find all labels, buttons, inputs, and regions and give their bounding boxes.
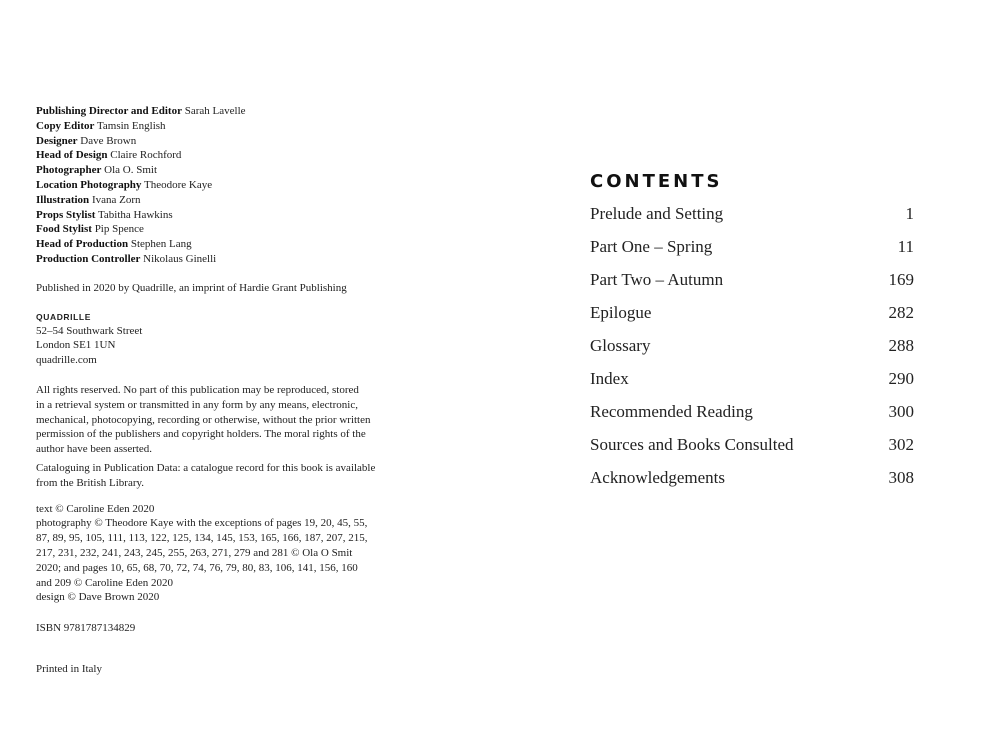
copyright-line: 2020; and pages 10, 65, 68, 70, 72, 74, 76, 79, 80, 83, 106, 141, 156, 160 [36, 561, 358, 574]
toc-entry-page: 11 [897, 237, 914, 256]
credit-role: Head of Design [36, 149, 108, 162]
contents-heading: CONTENTS [590, 171, 723, 192]
printed-location: Printed in Italy [36, 662, 102, 675]
address-line: 52–54 Southwark Street [36, 324, 143, 337]
toc-entry [590, 435, 920, 468]
credit-role: Photographer [36, 164, 102, 177]
toc-entry-page: 290 [888, 369, 914, 388]
publisher-block [36, 310, 416, 368]
published-statement: Published in 2020 by Quadrille, an imprint of Hardie Grant Publishing [36, 281, 347, 294]
toc-entry [590, 336, 920, 369]
credit-line [36, 193, 416, 208]
rights-line: mechanical, photocopying, recording or otherwise, without the prior written [36, 413, 371, 426]
credit-role: Production Controller [36, 252, 141, 265]
toc-entry [590, 303, 920, 336]
toc-entry-title: Prelude and Setting [590, 204, 724, 223]
toc-entry [590, 204, 920, 237]
copyright-line: design © Dave Brown 2020 [36, 591, 160, 604]
credit-name: Dave Brown [80, 134, 137, 147]
toc-entry [590, 369, 920, 402]
credit-line [36, 237, 416, 252]
credit-role: Food Stylist [36, 223, 92, 236]
toc-entry-page: 300 [888, 402, 914, 421]
credit-name: Pip Spence [94, 223, 144, 236]
address-line: London SE1 1UN [36, 339, 116, 352]
toc-entry-title: Epilogue [590, 303, 652, 322]
toc-entry [590, 402, 920, 435]
copyright-line: text © Caroline Eden 2020 [36, 502, 155, 515]
rights-line: in a retrieval system or transmitted in any form by any means, electronic, [36, 398, 358, 411]
isbn: ISBN 9781787134829 [36, 622, 136, 635]
contents-page [590, 170, 920, 501]
credit-line [36, 222, 416, 237]
publisher-name: QUADRILLE [36, 311, 91, 322]
credit-role: Copy Editor [36, 119, 95, 132]
catalogue-line: Cataloguing in Publication Data: a catalogue record for this book is available [36, 461, 376, 474]
toc-entry [590, 237, 920, 270]
toc-entry [590, 270, 920, 303]
credit-line [36, 208, 416, 223]
toc-entry-page: 282 [888, 303, 914, 322]
toc-entry-page: 308 [888, 468, 914, 487]
credit-name: Claire Rochford [110, 149, 182, 162]
credit-name: Theodore Kaye [144, 178, 213, 191]
copyright-page [36, 104, 416, 677]
credit-line [36, 119, 416, 134]
copyright-line: 87, 89, 95, 105, 111, 113, 122, 125, 134, 145, 153, 165, 166, 187, 207, 215, [36, 532, 368, 545]
credit-name: Stephen Lang [130, 238, 192, 251]
toc-entry-title: Sources and Books Consulted [590, 435, 794, 454]
credit-role: Designer [36, 134, 78, 147]
credit-role: Illustration [36, 193, 90, 206]
credit-name: Tamsin English [96, 119, 166, 132]
credit-role: Publishing Director and Editor [36, 105, 182, 117]
toc-entry [590, 468, 920, 501]
toc-entry-page: 302 [888, 435, 914, 454]
credit-name: Nikolaus Ginelli [143, 252, 217, 265]
credit-line [36, 163, 416, 178]
catalogue-line: from the British Library. [36, 476, 145, 489]
credit-name: Ola O. Smit [104, 164, 158, 177]
toc-entry-title: Part One – Spring [590, 237, 713, 256]
credit-line [36, 178, 416, 193]
rights-statement [36, 383, 416, 457]
credit-name: Tabitha Hawkins [97, 208, 173, 221]
copyright-notices [36, 502, 416, 606]
credit-role: Head of Production [36, 238, 129, 251]
rights-line: author have been asserted. [36, 443, 153, 456]
credit-name: Sarah Lavelle [184, 105, 246, 117]
credit-line [36, 148, 416, 163]
toc-entry-title: Part Two – Autumn [590, 270, 724, 289]
publisher-website: quadrille.com [36, 354, 97, 367]
credit-name: Ivana Zorn [91, 193, 141, 206]
catalogue-statement [36, 461, 416, 491]
toc-entry-page: 169 [888, 270, 914, 289]
credit-role: Location Photography [36, 178, 142, 191]
toc-entry-title: Glossary [590, 336, 651, 355]
credit-line [36, 252, 416, 267]
toc-entry-page: 288 [888, 336, 914, 355]
copyright-line: and 209 © Caroline Eden 2020 [36, 576, 173, 589]
copyright-line: photography © Theodore Kaye with the exceptions of pages 19, 20, 45, 55, [36, 517, 368, 530]
credit-line [36, 134, 416, 149]
toc-entry-title: Index [590, 369, 629, 388]
rights-line: permission of the publishers and copyright holders. The moral rights of the [36, 428, 366, 441]
rights-line: All rights reserved. No part of this publication may be reproduced, stored [36, 383, 359, 396]
toc-entry-title: Acknowledgements [590, 468, 726, 487]
toc-entry-title: Recommended Reading [590, 402, 753, 421]
credit-line [36, 104, 416, 119]
credit-role: Props Stylist [36, 208, 96, 221]
credits-list [36, 104, 416, 267]
toc-entry-page: 1 [905, 204, 914, 223]
copyright-line: 217, 231, 232, 241, 243, 245, 255, 263, 271, 279 and 281 © Ola O Smit [36, 546, 353, 559]
